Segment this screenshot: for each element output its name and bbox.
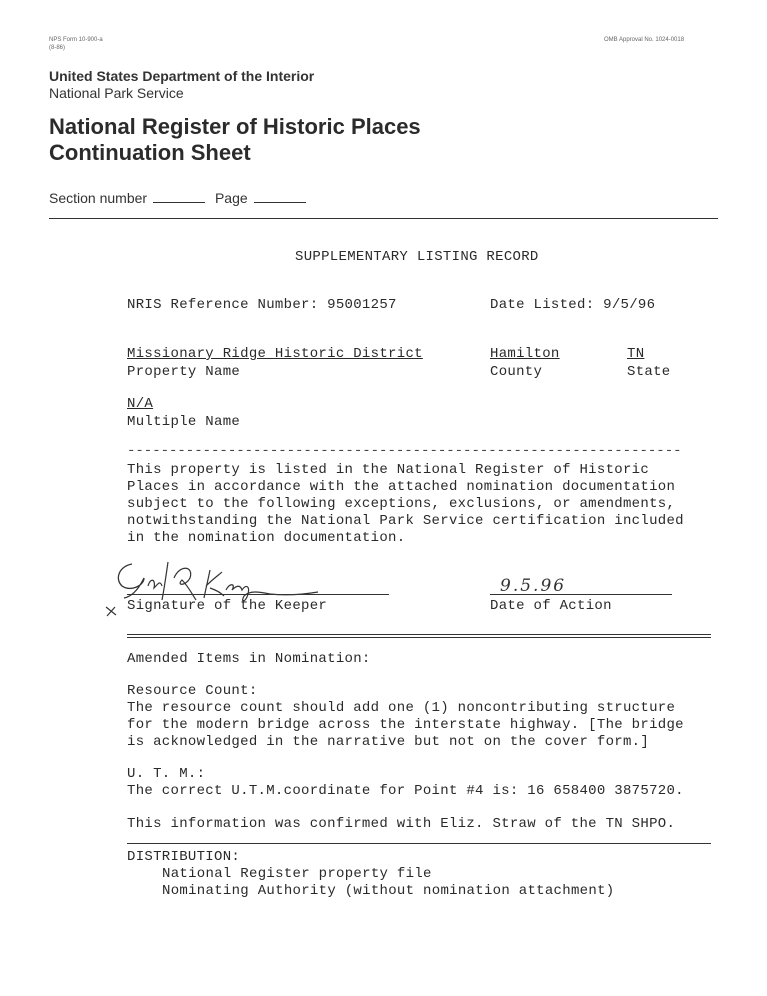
property-name: Missionary Ridge Historic District — [127, 346, 423, 362]
double-rule-top — [127, 634, 711, 635]
section-page-line — [49, 190, 312, 206]
section-number-label: Section number — [49, 190, 148, 206]
utm-text: The correct U.T.M.coordinate for Point #4 is: 16 658400 3875720. — [127, 783, 684, 799]
header-rule — [49, 218, 718, 219]
statement-line-3: subject to the following exceptions, exclusions, or amendments, — [127, 496, 676, 512]
page-blank — [254, 202, 306, 203]
amended-label: Amended Items in Nomination: — [127, 651, 371, 667]
section-number-blank — [153, 202, 205, 203]
omb-approval: OMB Approval No. 1024-0018 — [604, 37, 685, 43]
dashed-separator: ------------------------------------------------------------------ — [127, 443, 682, 459]
action-date-line — [490, 594, 672, 595]
distribution-label: DISTRIBUTION: — [127, 849, 241, 865]
confirmation-text: This information was confirmed with Eliz. Straw of the TN SHPO. — [127, 816, 676, 832]
double-rule-bottom — [127, 637, 711, 638]
statement-line-1: This property is listed in the National Register of Historic — [127, 462, 650, 478]
department: United States Department of the Interior — [49, 68, 315, 84]
resource-count-line-2: for the modern bridge across the interstate highway. [The bridge — [127, 717, 684, 733]
date-listed: Date Listed: 9/5/96 — [490, 297, 656, 313]
statement-line-5: in the nomination documentation. — [127, 530, 406, 546]
title-line-1: National Register of Historic Places — [49, 114, 421, 139]
county: Hamilton — [490, 346, 560, 362]
agency: National Park Service — [49, 85, 184, 101]
record-title: SUPPLEMENTARY LISTING RECORD — [295, 249, 539, 265]
form-id: NPS Form 10-900-a — [49, 37, 103, 43]
property-name-label: Property Name — [127, 364, 241, 380]
x-mark-icon — [104, 604, 118, 618]
title-line-2: Continuation Sheet — [49, 140, 251, 165]
distribution-item: National Register property file — [162, 866, 432, 882]
state-label: State — [627, 364, 671, 380]
form-date: (8-86) — [49, 45, 66, 51]
page-label: Page — [214, 190, 248, 206]
state: TN — [627, 346, 645, 362]
resource-count-line-1: The resource count should add one (1) noncontributing structure — [127, 700, 676, 716]
signature-label: Signature of the Keeper — [127, 598, 328, 614]
statement-line-4: notwithstanding the National Park Service certification included — [127, 513, 684, 529]
nris-reference: NRIS Reference Number: 95001257 — [127, 297, 397, 313]
resource-count-line-3: is acknowledged in the narrative but not on the cover form.] — [127, 734, 650, 750]
action-date-label: Date of Action — [490, 598, 612, 614]
utm-label: U. T. M.: — [127, 766, 206, 782]
statement-line-2: Places in accordance with the attached nomination documentation — [127, 479, 676, 495]
county-label: County — [490, 364, 543, 380]
distribution-rule — [127, 843, 711, 844]
signature-line — [127, 594, 389, 595]
distribution-item: Nominating Authority (without nomination attachment) — [162, 883, 615, 899]
multiple-name-label: Multiple Name — [127, 414, 241, 430]
multiple-name: N/A — [127, 396, 154, 412]
resource-count-label: Resource Count: — [127, 683, 258, 699]
action-date-handwritten: 9.5.96 — [500, 576, 567, 596]
